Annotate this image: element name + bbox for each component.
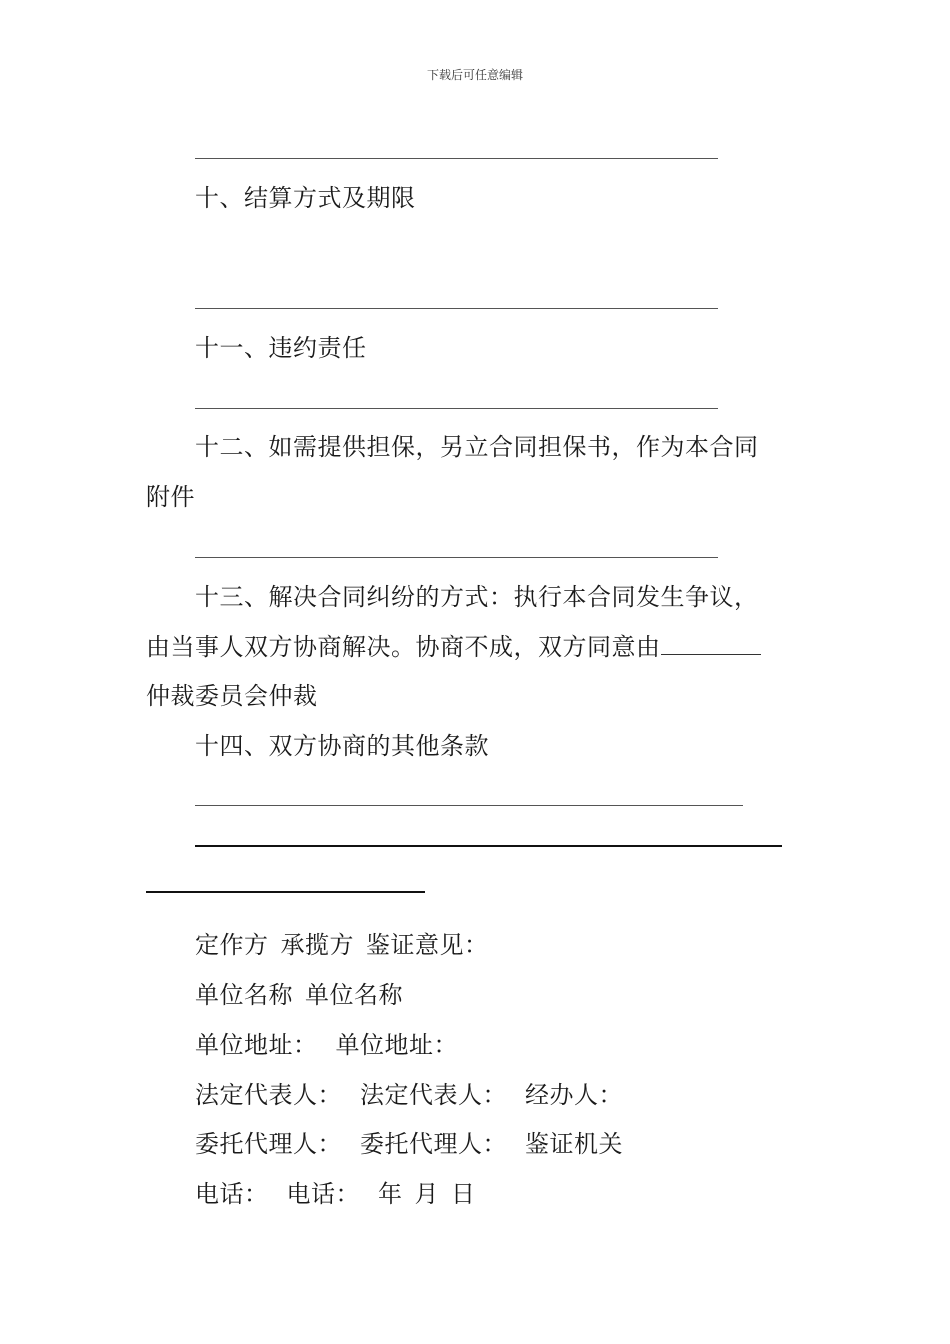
- clause-13-text: 由当事人双方协商解决。协商不成，双方同意由: [146, 633, 661, 661]
- signature-row-unit-name: [195, 980, 403, 1010]
- signature-row-phone-date: [195, 1179, 476, 1209]
- signature-row-parties: [195, 930, 489, 960]
- handler-label: 经办人：: [525, 1081, 623, 1109]
- verification-label: 鉴证意见：: [366, 931, 489, 959]
- arbitration-blank: [661, 632, 761, 655]
- clause-14-title: 十四、双方协商的其他条款: [195, 732, 489, 760]
- page-header: 下载后可任意编辑: [426, 68, 523, 82]
- blank-line-thick: [195, 845, 782, 847]
- phone-a-label: 电话：: [195, 1180, 269, 1208]
- phone-b-label: 电话：: [286, 1180, 360, 1208]
- signature-row-legal-rep: [195, 1080, 623, 1110]
- day-label: 日: [451, 1180, 476, 1208]
- party-a-label: 定作方: [195, 931, 269, 959]
- unit-address-b-label: 单位地址：: [335, 1031, 458, 1059]
- month-label: 月: [414, 1180, 439, 1208]
- blank-line: [195, 557, 718, 558]
- blank-line: [195, 308, 718, 309]
- clause-10-title: 十、结算方式及期限: [195, 184, 416, 212]
- blank-line: [195, 158, 718, 159]
- legal-rep-a-label: 法定代表人：: [195, 1081, 342, 1109]
- signature-row-unit-address: [195, 1030, 458, 1060]
- signature-row-agent: [195, 1129, 623, 1159]
- agent-b-label: 委托代理人：: [360, 1130, 507, 1158]
- authority-label: 鉴证机关: [525, 1130, 623, 1158]
- clause-11-title: 十一、违约责任: [195, 334, 367, 362]
- legal-rep-b-label: 法定代表人：: [360, 1081, 507, 1109]
- blank-line-thick: [146, 891, 425, 893]
- clause-12-line1: 十二、如需提供担保，另立合同担保书，作为本合同: [195, 433, 759, 461]
- unit-name-a-label: 单位名称: [195, 981, 293, 1009]
- unit-name-b-label: 单位名称: [305, 981, 403, 1009]
- clause-13-line3: 仲裁委员会仲裁: [146, 682, 318, 710]
- party-b-label: 承揽方: [280, 931, 354, 959]
- blank-line: [195, 408, 718, 409]
- unit-address-a-label: 单位地址：: [195, 1031, 318, 1059]
- clause-13-line2: [146, 632, 761, 662]
- clause-12-line2: 附件: [146, 483, 195, 511]
- clause-13-line1: 十三、解决合同纠纷的方式：执行本合同发生争议，: [195, 583, 759, 611]
- blank-line: [195, 805, 743, 806]
- year-label: 年: [378, 1180, 403, 1208]
- agent-a-label: 委托代理人：: [195, 1130, 342, 1158]
